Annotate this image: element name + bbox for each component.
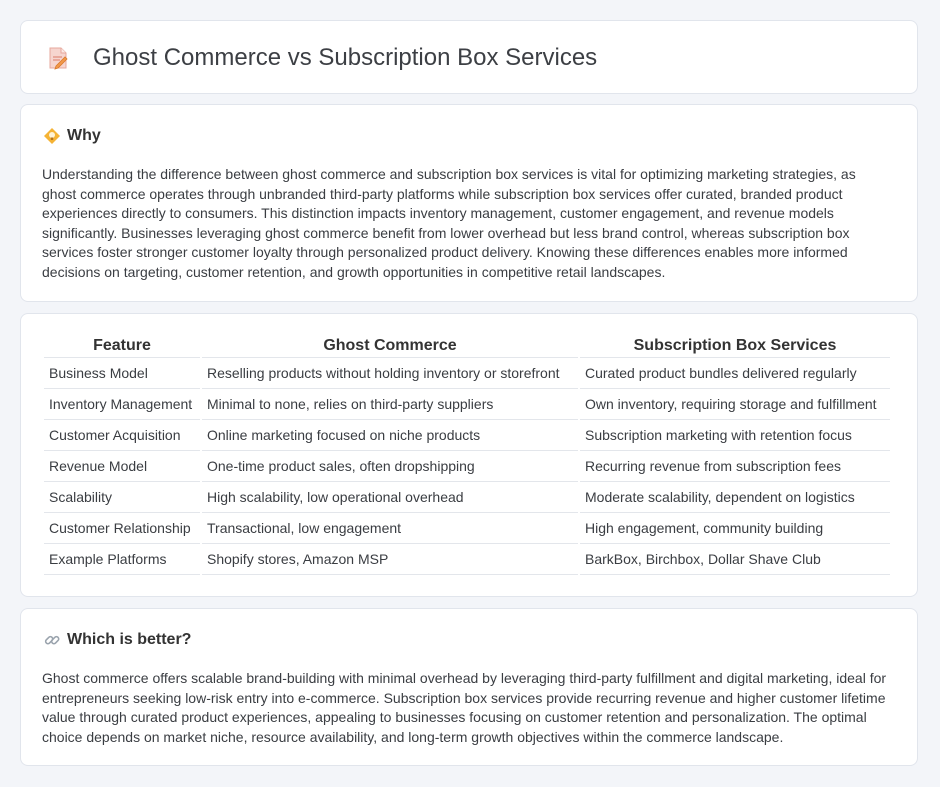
why-heading-row (43, 127, 101, 145)
ghost-commerce-cell: Online marketing focused on niche products (202, 420, 578, 451)
header-ghost-commerce: Ghost Commerce (202, 334, 578, 358)
feature-cell: Business Model (44, 358, 200, 389)
ghost-commerce-cell: One-time product sales, often dropshipping (202, 451, 578, 482)
subscription-box-cell: Moderate scalability, dependent on logistics (580, 482, 890, 513)
subscription-box-cell: High engagement, community building (580, 513, 890, 544)
document-edit-icon (47, 46, 69, 70)
table-row (44, 482, 890, 513)
header-subscription-box: Subscription Box Services (580, 334, 890, 358)
better-heading: Which is better? (67, 631, 192, 648)
feature-cell: Revenue Model (44, 451, 200, 482)
table-row (44, 544, 890, 575)
ghost-commerce-cell: High scalability, low operational overhead (202, 482, 578, 513)
ghost-commerce-cell: Reselling products without holding inventory or storefront (202, 358, 578, 389)
which-is-better-section (20, 608, 918, 766)
better-paragraph: Ghost commerce offers scalable brand-building with minimal overhead by leveraging third-party fulfillment and digital marketing, ideal for entrepreneurs seeking low-risk entry into e-commerce. Subscription box services provide recurring revenue and higher customer lifetime value through curated product experiences, appealing to businesses focusing on customer retention and personalization. The optimal choice depends on market niche, resource availability, and long-term growth objectives within the commerce landscape. (42, 670, 887, 745)
ghost-commerce-cell: Transactional, low engagement (202, 513, 578, 544)
link-icon (43, 631, 61, 649)
subscription-box-cell: Recurring revenue from subscription fees (580, 451, 890, 482)
comparison-table-card (20, 313, 918, 597)
comparison-table (42, 334, 892, 575)
table-row (44, 389, 890, 420)
why-section (20, 104, 918, 302)
table-row (44, 420, 890, 451)
feature-cell: Inventory Management (44, 389, 200, 420)
subscription-box-cell: Subscription marketing with retention focus (580, 420, 890, 451)
subscription-box-cell: BarkBox, Birchbox, Dollar Shave Club (580, 544, 890, 575)
why-paragraph: Understanding the difference between ghost commerce and subscription box services is vital for optimizing marketing strategies, as ghost commerce operates through unbranded third-party platforms while subscription box services offer curated, branded product experiences directly to consumers. This distinction impacts inventory management, customer engagement, and revenue models significantly. Businesses leveraging ghost commerce benefit from lower overhead but less brand control, whereas subscription box services foster stronger customer loyalty through personalized product delivery. Knowing these differences enables more informed decisions on targeting, customer retention, and growth opportunities in competitive retail landscapes. (42, 166, 856, 280)
table-row (44, 451, 890, 482)
table-row (44, 358, 890, 389)
ghost-commerce-cell: Minimal to none, relies on third-party suppliers (202, 389, 578, 420)
why-heading: Why (67, 127, 101, 144)
header-feature: Feature (44, 334, 200, 358)
lightbulb-diamond-icon (43, 127, 61, 145)
table-header-row (44, 334, 890, 358)
table-row (44, 513, 890, 544)
subscription-box-cell: Curated product bundles delivered regularly (580, 358, 890, 389)
feature-cell: Customer Acquisition (44, 420, 200, 451)
page-title: Ghost Commerce vs Subscription Box Services (93, 44, 598, 71)
feature-cell: Customer Relationship (44, 513, 200, 544)
feature-cell: Scalability (44, 482, 200, 513)
title-card (20, 20, 918, 94)
better-heading-row (43, 631, 191, 649)
feature-cell: Example Platforms (44, 544, 200, 575)
subscription-box-cell: Own inventory, requiring storage and fulfillment (580, 389, 890, 420)
ghost-commerce-cell: Shopify stores, Amazon MSP (202, 544, 578, 575)
